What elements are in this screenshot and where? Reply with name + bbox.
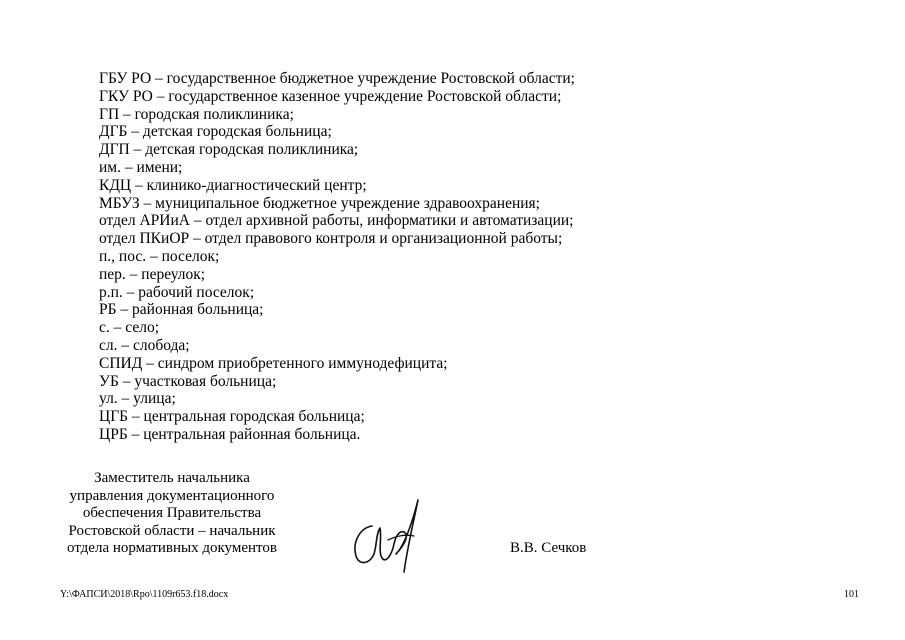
abbreviation-item: ЦГБ – центральная городская больница; xyxy=(99,408,365,426)
abbreviation-item: ДГБ – детская городская больница; xyxy=(99,123,332,141)
signer-title-block xyxy=(52,470,292,558)
signer-title-line: обеспечения Правительства xyxy=(82,505,262,522)
abbreviation-item: ДГП – детская городская поликлиника; xyxy=(99,141,359,159)
abbreviation-item: р.п. – рабочий поселок; xyxy=(99,283,255,301)
footer-file-path: Y:\ФАПСИ\2018\Rpo\1109r653.f18.docx xyxy=(60,589,229,600)
abbreviation-item: ул. – улица; xyxy=(99,390,176,408)
abbreviation-item: ГКУ РО – государственное казенное учреждение Ростовской области; xyxy=(99,87,562,105)
abbreviation-item: сл. – слобода; xyxy=(99,336,190,354)
abbreviation-item: с. – село; xyxy=(99,319,159,337)
signer-title-line: Заместитель начальника xyxy=(94,470,250,486)
abbreviation-list xyxy=(99,70,575,444)
abbreviation-item: КДЦ – клинико-диагностический центр; xyxy=(99,176,367,194)
signer-title-line: управления документационного xyxy=(69,487,275,504)
abbreviation-item: п., пос. – поселок; xyxy=(99,247,220,265)
signer-name: В.В. Сечков xyxy=(510,540,587,556)
abbreviation-item: МБУЗ – муниципальное бюджетное учреждение здравоохранения; xyxy=(99,194,540,212)
abbreviation-item: ГБУ РО – государственное бюджетное учреждение Ростовской области; xyxy=(99,70,575,87)
page-number: 101 xyxy=(844,589,859,600)
handwritten-signature xyxy=(348,494,430,574)
abbreviation-item: СПИД – синдром приобретенного иммунодефицита; xyxy=(99,354,448,372)
signer-title-line: отдела нормативных документов xyxy=(67,540,277,557)
signer-title-line: Ростовской области – начальник xyxy=(68,522,276,539)
abbreviation-item: РБ – районная больница; xyxy=(99,301,264,319)
abbreviation-item: ЦРБ – центральная районная больница. xyxy=(99,425,361,443)
abbreviation-item: им. – имени; xyxy=(99,158,183,176)
abbreviation-item: пер. – переулок; xyxy=(99,265,206,283)
abbreviation-item: отдел ПКиОР – отдел правового контроля и организационной работы; xyxy=(99,230,563,248)
abbreviation-item: отдел АРИиА – отдел архивной работы, информатики и автоматизации; xyxy=(99,212,574,230)
abbreviation-item: УБ – участковая больница; xyxy=(99,372,277,390)
abbreviation-item: ГП – городская поликлиника; xyxy=(99,105,294,123)
